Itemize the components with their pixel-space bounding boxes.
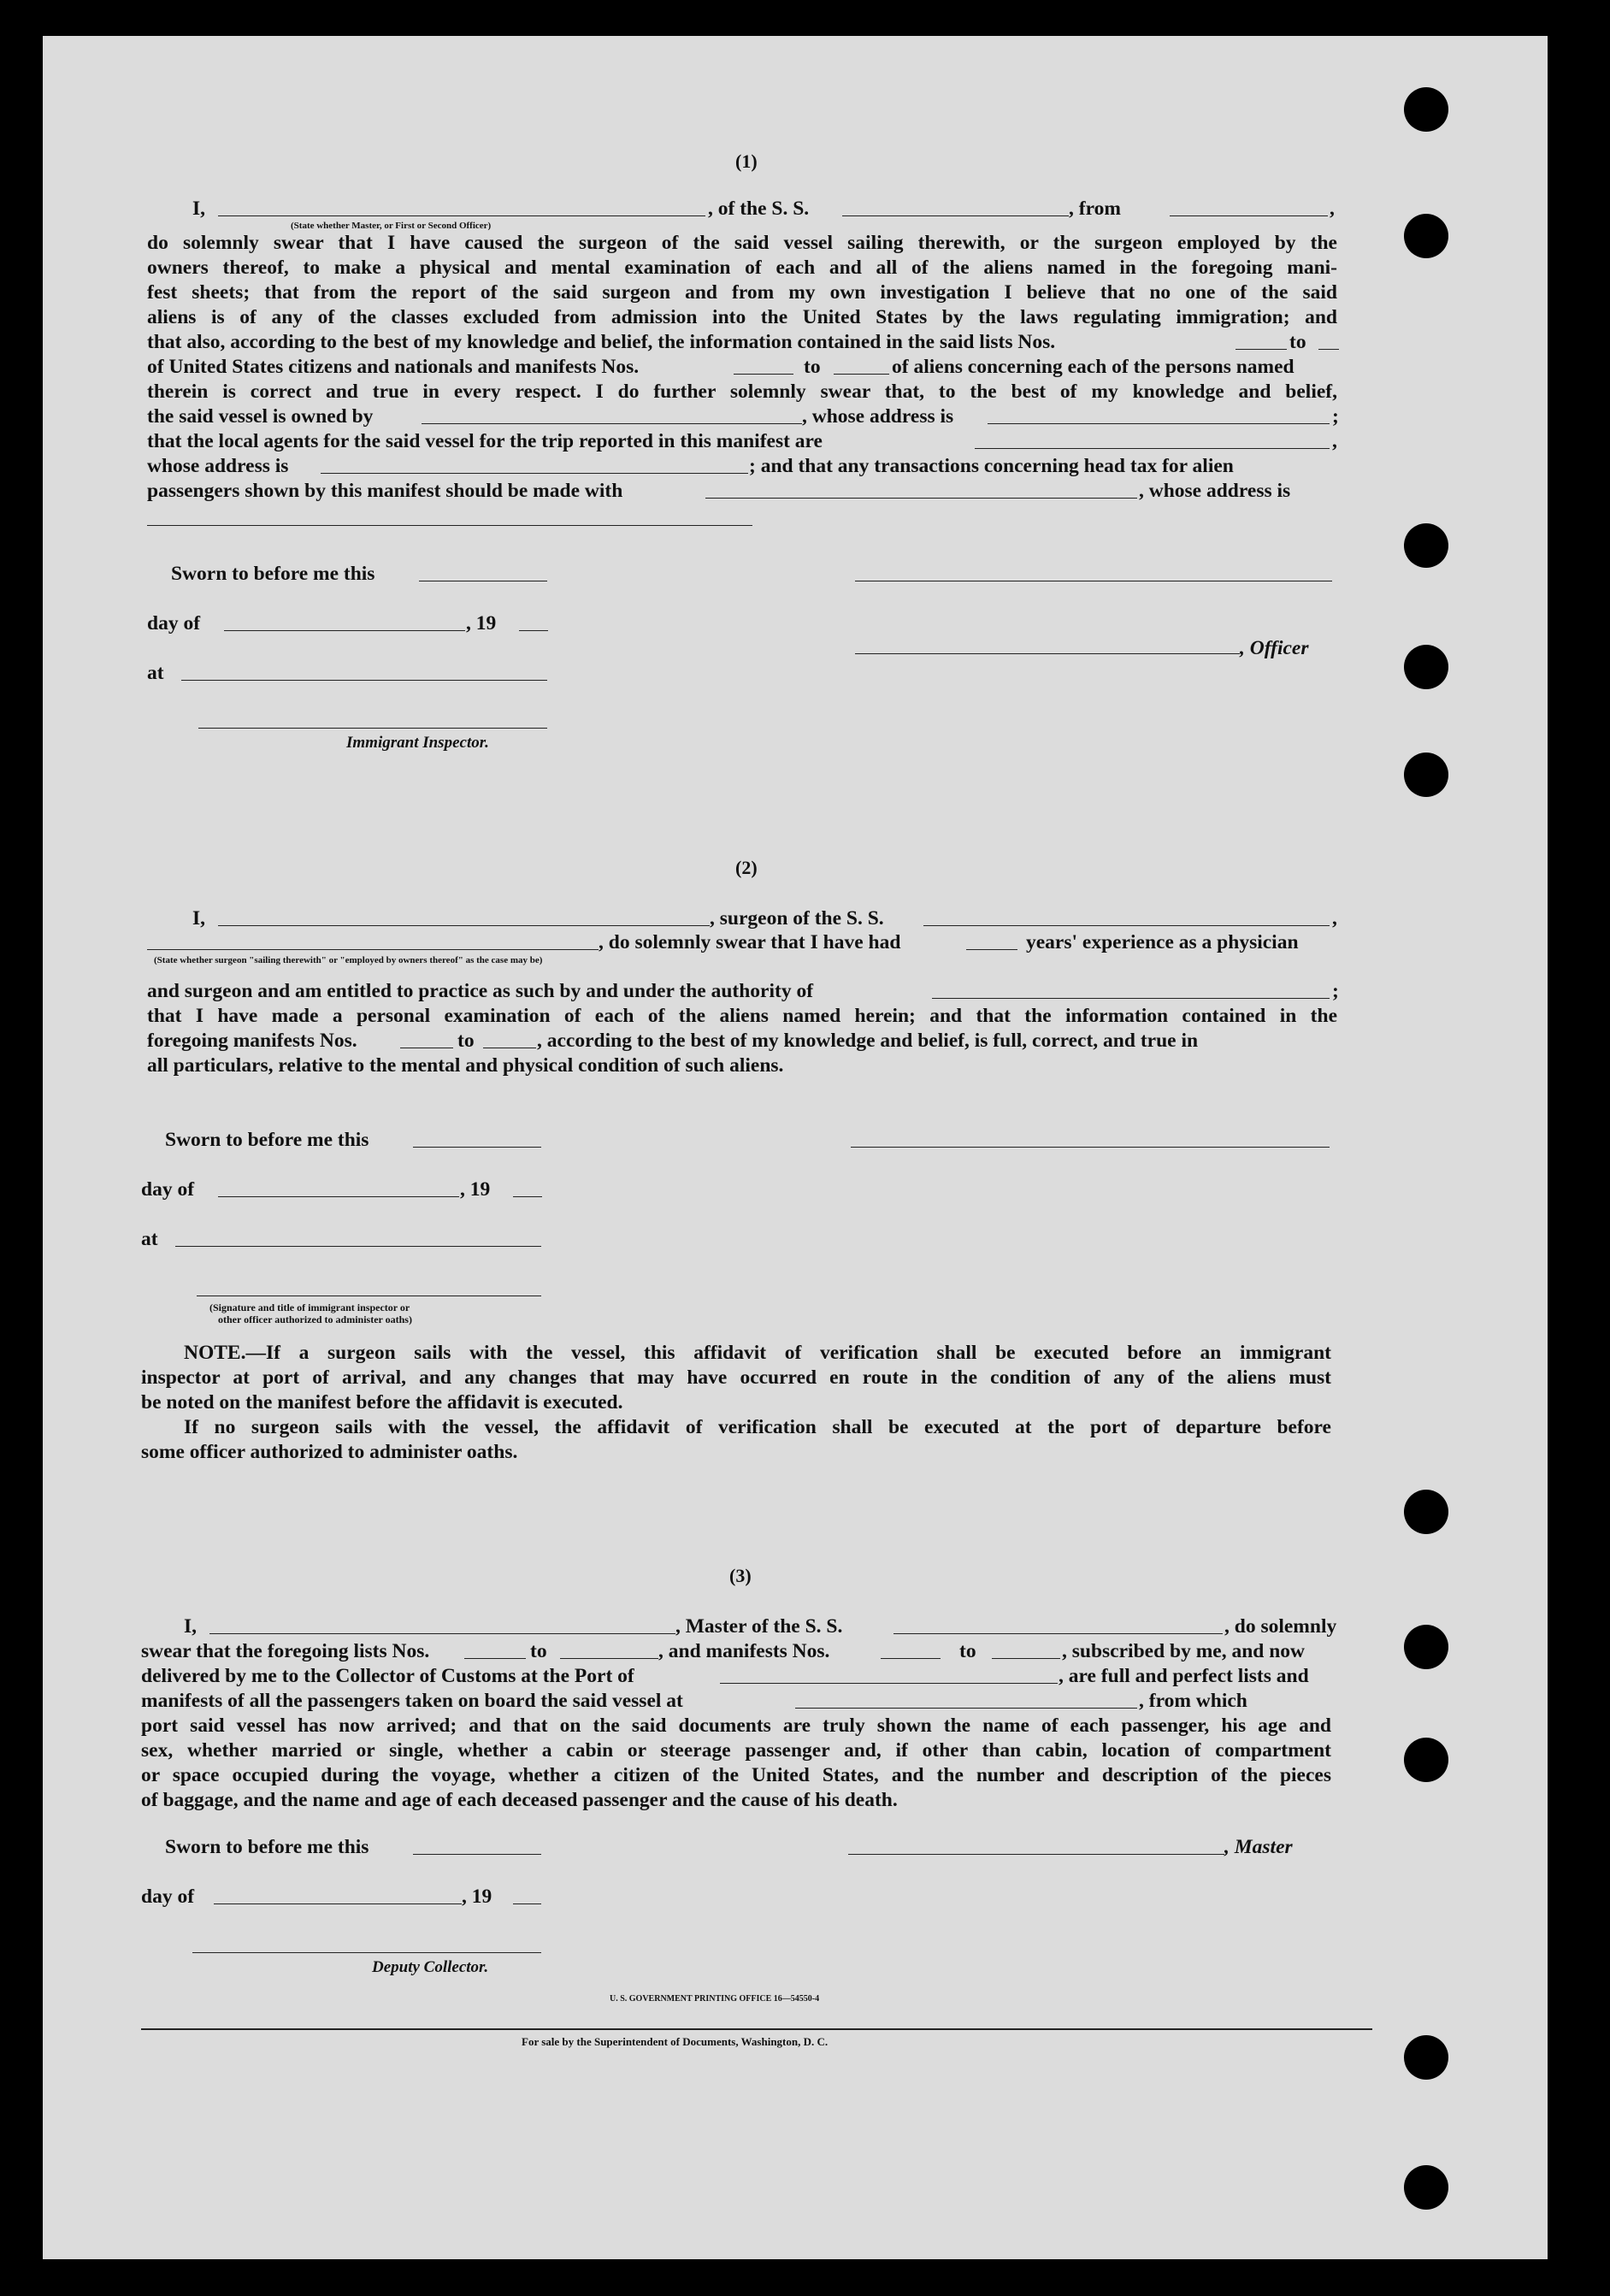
punch-hole (1404, 1490, 1448, 1534)
s1-line5-to: to (1289, 331, 1306, 353)
s1-line6: of United States citizens and nationals and manifests Nos. (147, 356, 640, 378)
s1-agents-address-field[interactable] (321, 473, 748, 474)
s1-inspector-signature-line[interactable] (198, 728, 547, 729)
s1-year-label: , 19 (466, 612, 497, 634)
s1-line9: that the local agents for the said vessel for the trip reported in this manifest are (147, 430, 823, 452)
form-page (43, 36, 1548, 2259)
s1-state-caption: (State whether Master, or First or Second Officer) (291, 221, 492, 231)
s3-lists-to-field[interactable] (560, 1658, 658, 1659)
s2-line5-to: to (457, 1030, 475, 1052)
s3-deputy-label: Deputy Collector. (372, 1958, 489, 1976)
s3-line2-manifests: , and manifests Nos. (658, 1640, 830, 1662)
footer-rule (141, 2028, 1372, 2030)
s1-officer-signature-line2[interactable] (855, 653, 1240, 654)
punch-hole (1404, 214, 1448, 258)
s2-line3: and surgeon and am entitled to practice as such by and under the authority of (147, 980, 814, 1002)
s2-line3-semicolon: ; (1332, 980, 1339, 1002)
s1-head-tax-address-field[interactable] (147, 525, 752, 526)
punch-hole (1404, 2165, 1448, 2210)
s2-note-line: be noted on the manifest before the affidavit is executed. (141, 1391, 623, 1414)
s1-manifests-from-field[interactable] (734, 374, 793, 375)
punch-hole (1404, 2035, 1448, 2080)
s2-surgeon-signature-line[interactable] (851, 1147, 1330, 1148)
s2-year-label: , 19 (460, 1178, 491, 1201)
sale-notice: For sale by the Superintendent of Documents, Washington, D. C. (522, 2035, 829, 2048)
s1-line11-tail: , whose address is (1139, 480, 1291, 502)
s3-line1-i: I, (184, 1615, 198, 1638)
s2-note-line: If no surgeon sails with the vessel, the affidavit of verification shall be executed at the port of departure before (184, 1416, 1331, 1438)
s2-sig-caption: other officer authorized to administer oaths) (218, 1313, 412, 1325)
s1-at-field[interactable] (181, 680, 547, 681)
s1-text-line: do solemnly swear that I have caused the surgeon of the said vessel sailing therewith, or the surgeon employed by the (147, 232, 1337, 254)
s1-line10: whose address is (147, 455, 289, 477)
s3-year-field[interactable] (513, 1903, 541, 1904)
s2-ship-name-field[interactable] (923, 925, 1330, 926)
s2-surgeon-type-field[interactable] (147, 949, 599, 950)
s3-line2-tail: , subscribed by me, and now (1062, 1640, 1306, 1662)
s1-line10-tail: ; and that any transactions concerning head tax for alien (749, 455, 1234, 477)
s1-inspector-label: Immigrant Inspector. (346, 734, 489, 752)
s3-text-line: port said vessel has now arrived; and that on the said documents are truly shown the name of each passenger, his age and (141, 1715, 1331, 1737)
s3-line2-to2: to (959, 1640, 976, 1662)
s1-line1-comma: , (1330, 198, 1335, 220)
s3-master-name-field[interactable] (209, 1633, 675, 1634)
s1-line8: the said vessel is owned by (147, 405, 374, 428)
s3-deputy-signature-line[interactable] (192, 1952, 541, 1953)
s2-line2: , do solemnly swear that I have had (599, 931, 901, 953)
s2-day-label: day of (141, 1178, 195, 1201)
s1-text-line: therein is correct and true in every respect. I do further solemnly swear that, to the best of my knowledge and belief, (147, 381, 1337, 403)
s3-day-field[interactable] (214, 1903, 462, 1904)
s1-year-field[interactable] (519, 630, 548, 631)
s2-year-field[interactable] (513, 1196, 542, 1197)
s3-line3: delivered by me to the Collector of Customs at the Port of (141, 1665, 634, 1687)
s1-day-label: day of (147, 612, 201, 634)
s1-line9-comma: , (1332, 430, 1337, 452)
s2-sworn-label: Sworn to before me this (165, 1129, 369, 1151)
s2-note-line: inspector at port of arrival, and any changes that may have occurred en route in the condition of any of the aliens must (141, 1366, 1331, 1389)
s1-line5: that also, according to the best of my knowledge and belief, the information contained in the said lists Nos. (147, 331, 1056, 353)
s2-text-line: that I have made a personal examination of each of the aliens named herein; and that the information contained in the (147, 1005, 1337, 1027)
s2-line5-tail: , according to the best of my knowledge and belief, is full, correct, and true in (537, 1030, 1199, 1052)
s2-line2-tail: years' experience as a physician (1026, 931, 1299, 953)
s2-line6: all particulars, relative to the mental and physical condition of such aliens. (147, 1054, 784, 1077)
s1-officer-label: , Officer (1240, 637, 1309, 659)
s1-owner-field[interactable] (422, 423, 802, 424)
s1-manifests-to-field[interactable] (834, 374, 889, 375)
s2-surgeon-caption: (State whether surgeon "sailing therewith" or "employed by owners thereof" as the case may be) (154, 955, 543, 965)
s1-day-field[interactable] (224, 630, 465, 631)
s1-officer-name-field[interactable] (218, 215, 705, 216)
s3-line1-ss: , Master of the S. S. (675, 1615, 843, 1638)
s3-line1-tail: , do solemnly (1224, 1615, 1337, 1638)
s1-head-tax-party-field[interactable] (705, 498, 1137, 499)
s1-lists-from-field[interactable] (1236, 349, 1287, 350)
s3-text-line: or space occupied during the voyage, whether a citizen of the United States, and the number and description of the pieces (141, 1764, 1331, 1786)
gpo-imprint: U. S. GOVERNMENT PRINTING OFFICE 16—54550-4 (610, 1994, 820, 2004)
s2-sworn-field[interactable] (413, 1147, 541, 1148)
s1-line11: passengers shown by this manifest should be made with (147, 480, 623, 502)
s1-sworn-label: Sworn to before me this (171, 563, 375, 585)
s2-day-field[interactable] (218, 1196, 459, 1197)
section-2-number: (2) (735, 857, 758, 878)
s1-line6-tail: of aliens concerning each of the persons named (892, 356, 1294, 378)
punch-hole (1404, 645, 1448, 689)
s1-line8-address: , whose address is (802, 405, 954, 428)
s2-line1-ss: , surgeon of the S. S. (710, 907, 884, 930)
s3-line4: manifests of all the passengers taken on board the said vessel at (141, 1690, 683, 1712)
s3-sworn-field[interactable] (413, 1854, 541, 1855)
s1-line1-from: , from (1069, 198, 1121, 220)
s3-manifests-from-field[interactable] (881, 1658, 941, 1659)
s2-at-label: at (141, 1228, 158, 1250)
s2-authority-field[interactable] (932, 998, 1330, 999)
s1-owner-address-field[interactable] (988, 423, 1330, 424)
s3-port-field[interactable] (720, 1683, 1058, 1684)
s2-at-field[interactable] (175, 1246, 541, 1247)
s3-text-line: of baggage, and the name and age of each deceased passenger and the cause of his death. (141, 1789, 898, 1811)
s1-text-line: owners thereof, to make a physical and mental examination of each and all of the aliens named in the foregoing mani- (147, 257, 1337, 279)
s1-text-line: aliens is of any of the classes excluded from admission into the United States by the laws regulating immigration; and (147, 306, 1337, 328)
s1-line8-semicolon: ; (1332, 405, 1339, 428)
punch-hole (1404, 523, 1448, 568)
s2-surgeon-name-field[interactable] (218, 925, 710, 926)
s3-master-label: , Master (1224, 1836, 1293, 1858)
s3-year-label: , 19 (462, 1886, 492, 1908)
s1-agents-field[interactable] (975, 448, 1330, 449)
s3-manifests-to-field[interactable] (992, 1658, 1060, 1659)
s1-line6-to: to (804, 356, 821, 378)
s3-day-label: day of (141, 1886, 195, 1908)
s2-sig-caption: (Signature and title of immigrant inspector or (209, 1301, 410, 1313)
punch-hole (1404, 1625, 1448, 1669)
s3-ship-name-field[interactable] (893, 1633, 1223, 1634)
s3-line4-tail: , from which (1139, 1690, 1247, 1712)
s1-lists-to-field[interactable] (1318, 349, 1339, 350)
s3-line2: swear that the foregoing lists Nos. (141, 1640, 430, 1662)
s2-line1-i: I, (192, 907, 206, 930)
s3-text-line: sex, whether married or single, whether a cabin or steerage passenger and, if other than cabin, location of compartment (141, 1739, 1331, 1762)
s1-line1-i: I, (192, 198, 206, 220)
s1-text-line: fest sheets; that from the report of the said surgeon and from my own investigation I believe that no one of the said (147, 281, 1337, 304)
s3-boarding-port-field[interactable] (795, 1708, 1137, 1709)
section-3-number: (3) (729, 1565, 752, 1586)
s3-line3-tail: , are full and perfect lists and (1059, 1665, 1309, 1687)
s2-line5: foregoing manifests Nos. (147, 1030, 357, 1052)
s3-line2-to: to (530, 1640, 547, 1662)
s1-from-port-field[interactable] (1170, 215, 1328, 216)
s2-years-field[interactable] (966, 949, 1017, 950)
s2-line1-comma: , (1332, 907, 1337, 930)
s3-sworn-label: Sworn to before me this (165, 1836, 369, 1858)
s2-note-line: some officer authorized to administer oaths. (141, 1441, 518, 1463)
s1-at-label: at (147, 662, 164, 684)
s3-lists-from-field[interactable] (464, 1658, 526, 1659)
punch-hole (1404, 753, 1448, 797)
punch-hole (1404, 87, 1448, 132)
punch-hole (1404, 1738, 1448, 1782)
section-1-number: (1) (735, 151, 758, 172)
s1-line1-ss: , of the S. S. (708, 198, 810, 220)
s1-ship-name-field[interactable] (842, 215, 1069, 216)
s3-master-signature-line[interactable] (848, 1854, 1224, 1855)
s2-note-line: NOTE.—If a surgeon sails with the vessel, this affidavit of verification shall be executed before an immigrant (184, 1342, 1331, 1364)
